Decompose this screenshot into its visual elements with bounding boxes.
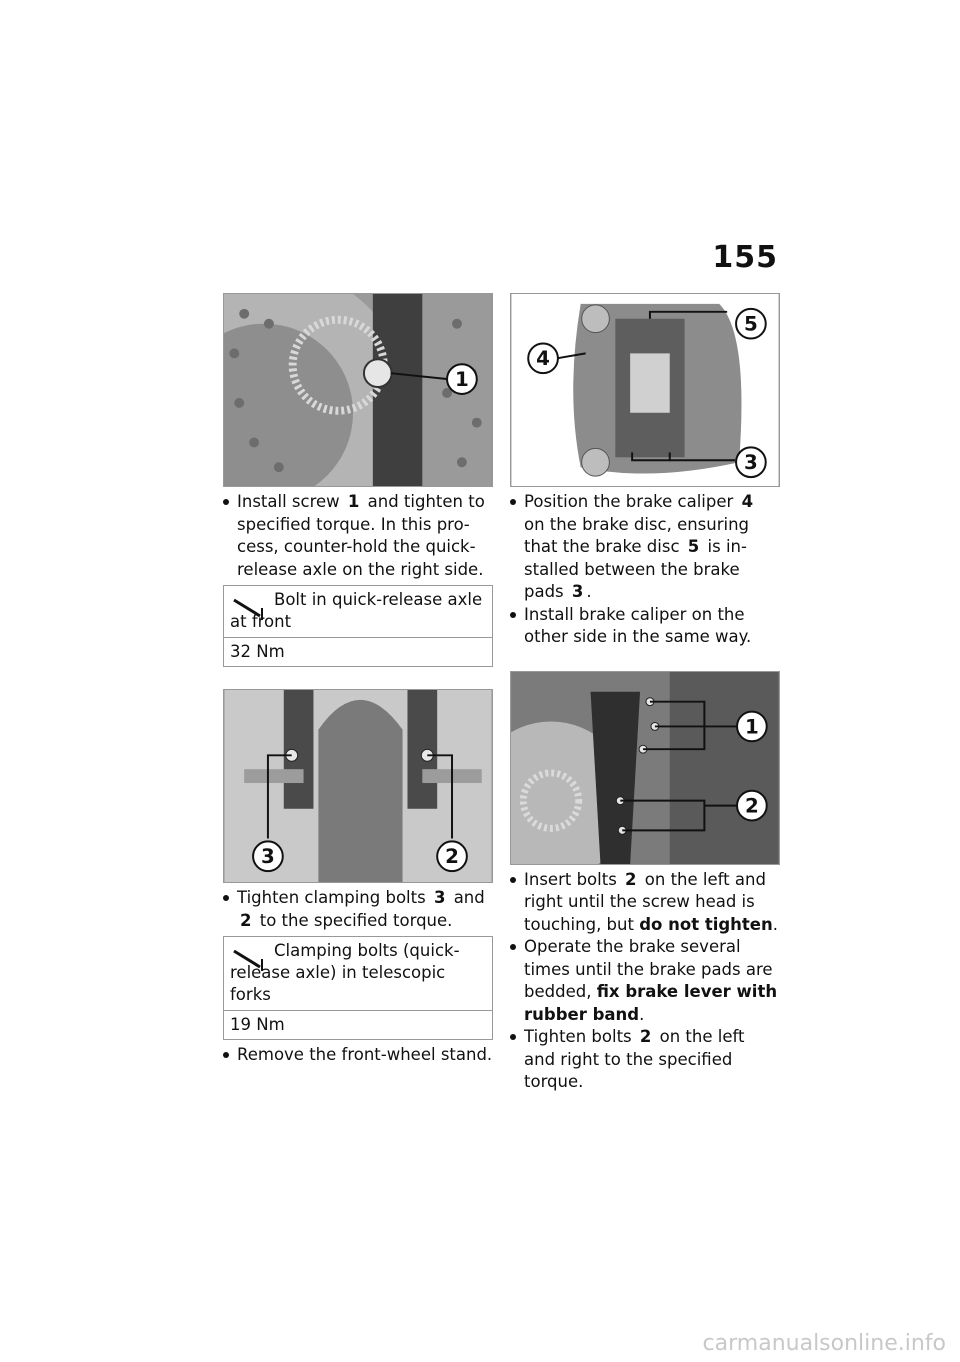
- step-text: .: [586, 582, 592, 601]
- step-text: and: [453, 888, 485, 907]
- page-number: 155: [712, 240, 778, 275]
- step-text: Position the brake caliper: [524, 492, 734, 511]
- figure-fork-clamp-bolts: [223, 689, 493, 883]
- step-text: to the specified torque.: [259, 910, 453, 930]
- spec-name: [224, 586, 492, 638]
- figure-brake-caliper: [510, 293, 780, 487]
- step-insert-bolts: [510, 869, 780, 937]
- step-text: on the brake disc, ensuring that the brake disc: [524, 514, 750, 556]
- torque-wrench-icon: [232, 947, 266, 973]
- ref-number: 1: [347, 492, 360, 511]
- callout-1: 1: [745, 714, 759, 738]
- torque-spec-axle: [223, 585, 493, 667]
- spec-value: 32 Nm: [230, 642, 285, 661]
- ref-number: 2: [625, 869, 637, 889]
- spec-name-text: Clamping bolts (quick-release axle) in telescopic forks: [230, 941, 460, 1004]
- front-axle-illustration: [224, 294, 492, 486]
- callout-1: 1: [455, 368, 469, 392]
- step-text: on the left and right until the screw head is touching, but: [524, 869, 766, 934]
- step-list-3: [223, 1044, 493, 1067]
- ref-number: 3: [433, 888, 446, 907]
- step-text: Tighten clamping bolts: [237, 888, 426, 907]
- brake-caliper-illustration: [511, 294, 779, 486]
- spec-value: 19 Nm: [230, 1015, 285, 1034]
- step-text: Tighten bolts: [524, 1027, 632, 1046]
- step-text: Operate the brake several times until the brake pads are bedded,: [524, 937, 773, 1001]
- callout-5: 5: [744, 312, 758, 336]
- fork-illustration: [224, 690, 492, 882]
- spec-name: [224, 937, 492, 1011]
- step-install-screw: [223, 491, 493, 581]
- watermark: carmanualsonline.info: [702, 1331, 946, 1356]
- step-position-caliper: [510, 491, 780, 604]
- step-list-1: [223, 491, 493, 581]
- spec-name-text: Bolt in quick-release axle at front: [230, 590, 483, 631]
- ref-number: 4: [741, 492, 754, 511]
- emphasis-text: fix brake lever with rubber band: [524, 982, 778, 1024]
- left-column: [223, 293, 493, 1067]
- step-text: .: [772, 914, 778, 934]
- ref-number: 3: [571, 582, 584, 601]
- ref-number: 2: [240, 910, 252, 930]
- warning-text: do not tighten: [639, 914, 773, 934]
- ref-number: 5: [687, 537, 700, 556]
- step-text: Install screw: [237, 492, 340, 511]
- step-list-4: [510, 491, 780, 649]
- callout-2: 2: [445, 845, 459, 869]
- step-text: and tighten to specified torque. In this process, counter-hold the quick-release axle on the right side.: [237, 492, 485, 579]
- figure-front-axle-screw: [223, 293, 493, 487]
- step-remove-stand: Remove the front-wheel stand.: [223, 1044, 493, 1067]
- step-install-other-caliper: Install brake caliper on the other side in the same way.: [510, 604, 780, 649]
- step-text: is installed between the brake pads: [524, 537, 747, 601]
- step-text: .: [639, 1004, 645, 1024]
- torque-wrench-icon: [232, 596, 266, 622]
- brake-bolts-illustration: [511, 672, 779, 864]
- right-column: [510, 293, 780, 1094]
- step-bed-brake-pads: [510, 936, 780, 1026]
- step-text: Insert bolts: [524, 869, 617, 889]
- step-text: on the left and right to the specified torque.: [524, 1027, 745, 1091]
- callout-2: 2: [745, 794, 759, 818]
- step-list-5: [510, 869, 780, 1094]
- torque-spec-clamping: [223, 936, 493, 1040]
- callout-4: 4: [536, 347, 550, 371]
- ref-number: 2: [639, 1027, 652, 1046]
- figure-brake-bolts: [510, 671, 780, 865]
- step-tighten-clamping-bolts: [223, 887, 493, 932]
- step-tighten-bolts: [510, 1026, 780, 1094]
- step-list-2: [223, 887, 493, 932]
- callout-3: 3: [261, 845, 275, 869]
- callout-3: 3: [744, 451, 758, 475]
